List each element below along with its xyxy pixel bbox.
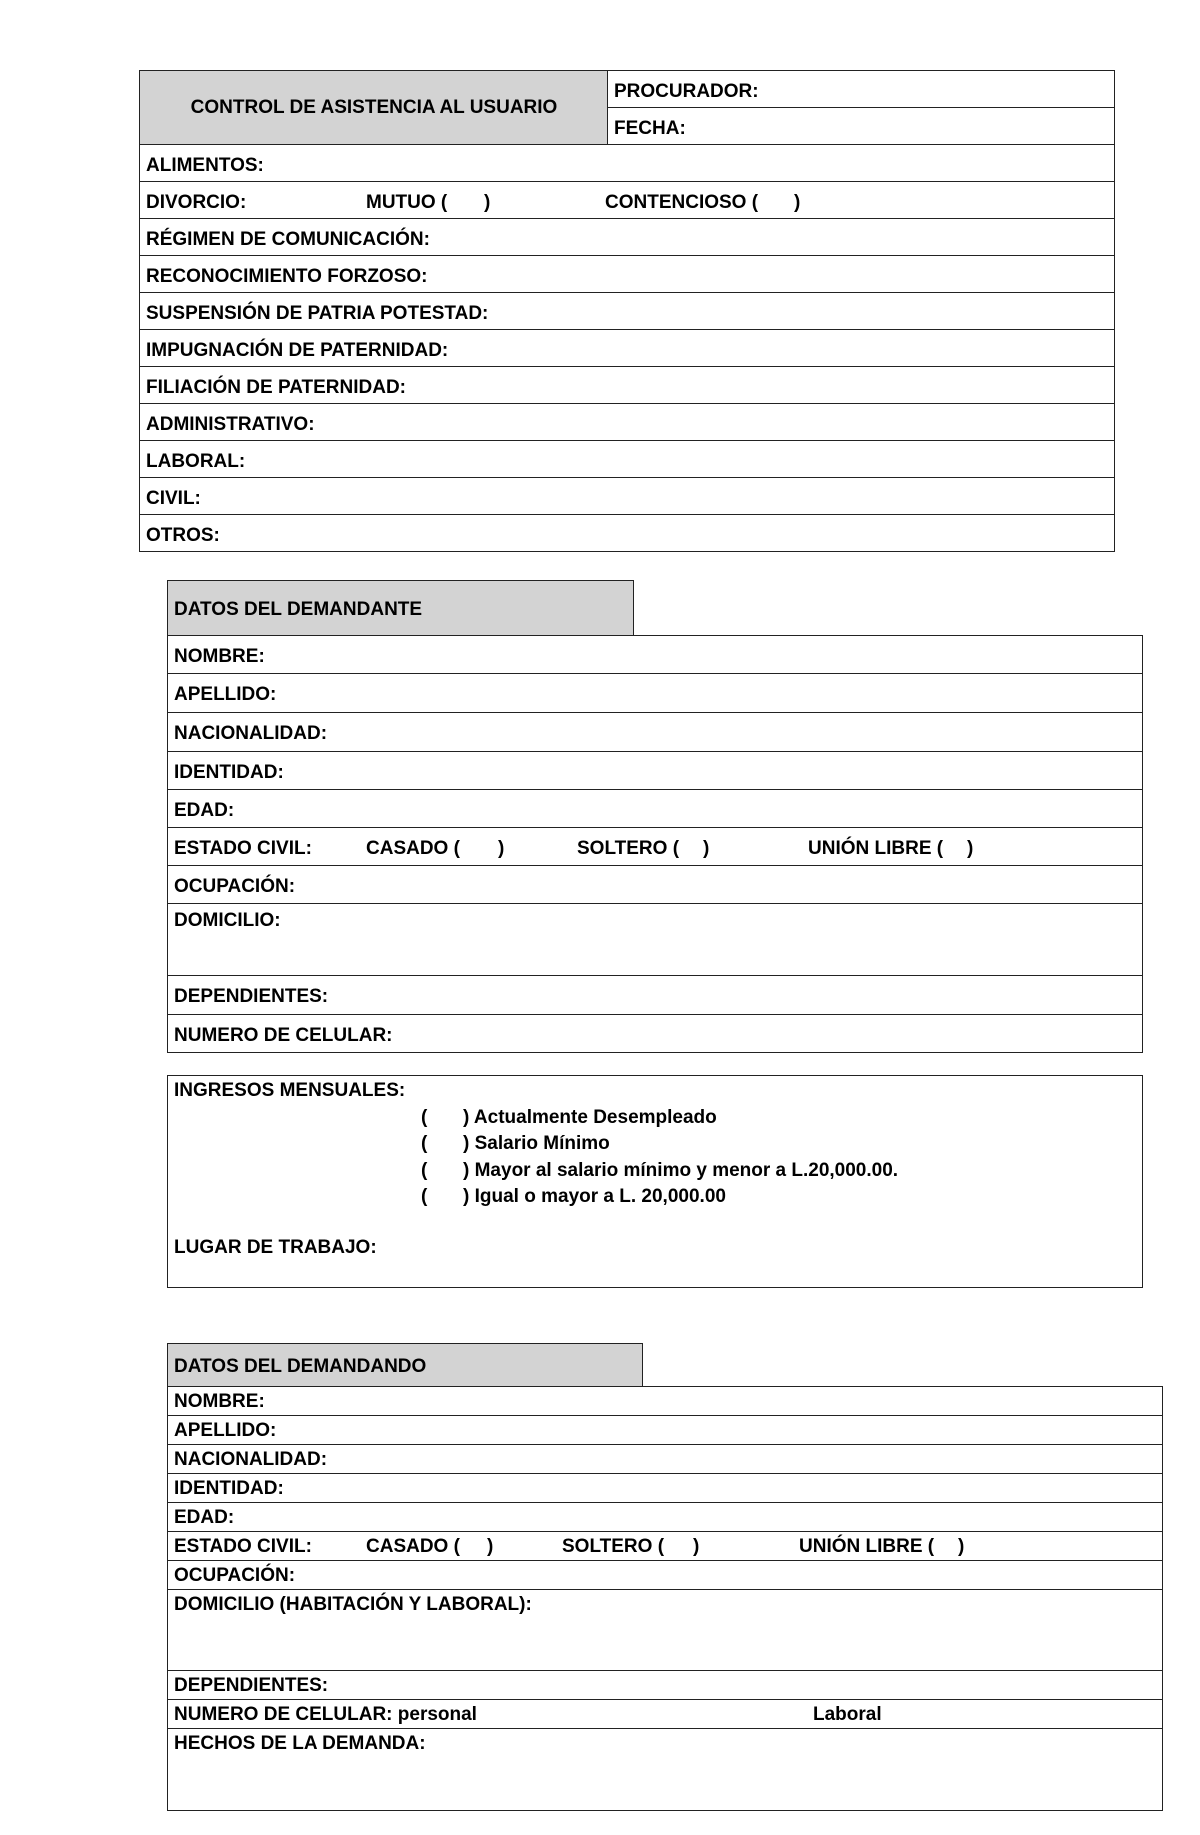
demandante-nombre-row[interactable]: [168, 636, 1142, 674]
demandante-nacionalidad-label: NACIONALIDAD:: [174, 723, 328, 744]
ingresos-option-salario-minimo[interactable]: ) Salario Mínimo: [463, 1133, 610, 1154]
demandado-dependientes-row[interactable]: [168, 1671, 1162, 1700]
demandado-domicilio-label: DOMICILIO (HABITACIÓN Y LABORAL):: [174, 1594, 532, 1615]
demandado-celular-row[interactable]: [168, 1700, 1162, 1729]
demandado-apellido-label: APELLIDO:: [174, 1420, 277, 1441]
demandante-edad-row[interactable]: [168, 790, 1142, 828]
filiacion-row[interactable]: [140, 367, 1114, 404]
suspension-row[interactable]: [140, 293, 1114, 330]
laboral-row[interactable]: [140, 441, 1114, 478]
demandante-domicilio-label: DOMICILIO:: [174, 910, 281, 931]
ingresos-option-mayor-minimo[interactable]: ) Mayor al salario mínimo y menor a L.20,000.00.: [463, 1160, 899, 1181]
demandado-edad-label: EDAD:: [174, 1507, 235, 1528]
fecha-label: FECHA:: [614, 118, 686, 139]
demandante-header-label: DATOS DEL DEMANDANTE: [174, 599, 423, 620]
demandado-nacionalidad-label: NACIONALIDAD:: [174, 1449, 328, 1470]
control-title-cell: [140, 71, 608, 145]
demandante-celular-row[interactable]: [168, 1015, 1142, 1053]
procurador-label: PROCURADOR:: [614, 81, 759, 102]
demandado-estado-civil-label: ESTADO CIVIL:: [174, 1536, 312, 1557]
civil-label: CIVIL:: [146, 488, 201, 509]
demandado-apellido-row[interactable]: [168, 1416, 1162, 1445]
demandado-identidad-row[interactable]: [168, 1474, 1162, 1503]
civil-row[interactable]: [140, 478, 1114, 515]
demandado-table: [167, 1386, 1163, 1811]
demandado-identidad-label: IDENTIDAD:: [174, 1478, 284, 1499]
demandante-edad-label: EDAD:: [174, 800, 235, 821]
control-title: CONTROL DE ASISTENCIA AL USUARIO: [190, 97, 558, 118]
demandante-dependientes-row[interactable]: [168, 976, 1142, 1015]
contencioso-close: ): [794, 192, 801, 213]
divorcio-row[interactable]: [140, 182, 1114, 219]
mutuo-close: ): [484, 192, 491, 213]
demandado-ocupacion-row[interactable]: [168, 1561, 1162, 1590]
demandante-union-libre-label: UNIÓN LIBRE (: [808, 838, 944, 859]
demandante-apellido-row[interactable]: [168, 674, 1142, 713]
demandante-celular-label: NUMERO DE CELULAR:: [174, 1025, 393, 1046]
demandado-soltero-label: SOLTERO (: [562, 1536, 665, 1557]
demandante-table: [167, 635, 1143, 1053]
demandante-identidad-row[interactable]: [168, 752, 1142, 790]
demandado-header-label: DATOS DEL DEMANDANDO: [174, 1356, 427, 1377]
demandado-nacionalidad-row[interactable]: [168, 1445, 1162, 1474]
regimen-row[interactable]: [140, 219, 1114, 256]
demandante-ocupacion-row[interactable]: [168, 866, 1142, 904]
fecha-cell[interactable]: [608, 108, 1114, 145]
demandante-estado-civil-row[interactable]: [168, 828, 1142, 866]
demandante-casado-close: ): [498, 838, 505, 859]
ingresos-option-open-paren: (: [421, 1160, 428, 1181]
demandante-union-libre-close: ): [967, 838, 974, 859]
reconocimiento-label: RECONOCIMIENTO FORZOSO:: [146, 266, 428, 287]
demandante-header: [167, 580, 634, 636]
ingresos-box: [167, 1075, 1143, 1288]
impugnacion-label: IMPUGNACIÓN DE PATERNIDAD:: [146, 340, 449, 361]
laboral-label: LABORAL:: [146, 451, 246, 472]
demandante-identidad-label: IDENTIDAD:: [174, 762, 284, 783]
demandado-hechos-label: HECHOS DE LA DEMANDA:: [174, 1733, 426, 1754]
suspension-label: SUSPENSIÓN DE PATRIA POTESTAD:: [146, 303, 489, 324]
demandado-casado-close: ): [487, 1536, 494, 1557]
otros-row[interactable]: [140, 515, 1114, 553]
demandado-nombre-row[interactable]: [168, 1387, 1162, 1416]
demandante-estado-civil-label: ESTADO CIVIL:: [174, 838, 312, 859]
demandado-celular-laboral-label: Laboral: [813, 1704, 882, 1725]
demandado-celular-label: NUMERO DE CELULAR: personal: [174, 1704, 477, 1725]
procurador-cell[interactable]: [608, 71, 1114, 108]
ingresos-option-open-paren: (: [421, 1186, 428, 1207]
demandado-casado-label: CASADO (: [366, 1536, 460, 1557]
ingresos-option-open-paren: (: [421, 1133, 428, 1154]
demandante-ocupacion-label: OCUPACIÓN:: [174, 876, 296, 897]
demandante-soltero-close: ): [703, 838, 710, 859]
demandado-soltero-close: ): [693, 1536, 700, 1557]
demandado-dependientes-label: DEPENDIENTES:: [174, 1675, 329, 1696]
demandante-nacionalidad-row[interactable]: [168, 713, 1142, 752]
demandado-union-libre-close: ): [958, 1536, 965, 1557]
filiacion-label: FILIACIÓN DE PATERNIDAD:: [146, 377, 407, 398]
demandado-union-libre-label: UNIÓN LIBRE (: [799, 1536, 935, 1557]
demandante-apellido-label: APELLIDO:: [174, 684, 277, 705]
ingresos-option-desempleado[interactable]: ) Actualmente Desempleado: [463, 1107, 717, 1128]
administrativo-label: ADMINISTRATIVO:: [146, 414, 315, 435]
demandado-ocupacion-label: OCUPACIÓN:: [174, 1565, 296, 1586]
regimen-label: RÉGIMEN DE COMUNICACIÓN:: [146, 229, 430, 250]
impugnacion-row[interactable]: [140, 330, 1114, 367]
demandado-estado-civil-row[interactable]: [168, 1532, 1162, 1561]
demandado-domicilio-row[interactable]: [168, 1590, 1162, 1671]
demandante-dependientes-label: DEPENDIENTES:: [174, 986, 329, 1007]
alimentos-row[interactable]: [140, 145, 1114, 182]
control-table: [139, 70, 1115, 552]
mutuo-label: MUTUO (: [366, 192, 448, 213]
ingresos-option-igual-mayor[interactable]: ) Igual o mayor a L. 20,000.00: [463, 1186, 726, 1207]
demandado-header: [167, 1343, 643, 1387]
divorcio-label: DIVORCIO:: [146, 192, 247, 213]
demandado-hechos-row[interactable]: [168, 1729, 1162, 1811]
lugar-trabajo-label: LUGAR DE TRABAJO:: [174, 1237, 377, 1258]
demandante-nombre-label: NOMBRE:: [174, 646, 265, 667]
alimentos-label: ALIMENTOS:: [146, 155, 264, 176]
administrativo-row[interactable]: [140, 404, 1114, 441]
demandante-casado-label: CASADO (: [366, 838, 460, 859]
demandado-nombre-label: NOMBRE:: [174, 1391, 265, 1412]
ingresos-option-open-paren: (: [421, 1107, 428, 1128]
otros-label: OTROS:: [146, 525, 220, 546]
demandante-domicilio-row[interactable]: [168, 904, 1142, 976]
reconocimiento-row[interactable]: [140, 256, 1114, 293]
ingresos-title: INGRESOS MENSUALES:: [174, 1080, 406, 1101]
demandante-soltero-label: SOLTERO (: [577, 838, 680, 859]
contencioso-label: CONTENCIOSO (: [605, 192, 759, 213]
demandado-edad-row[interactable]: [168, 1503, 1162, 1532]
